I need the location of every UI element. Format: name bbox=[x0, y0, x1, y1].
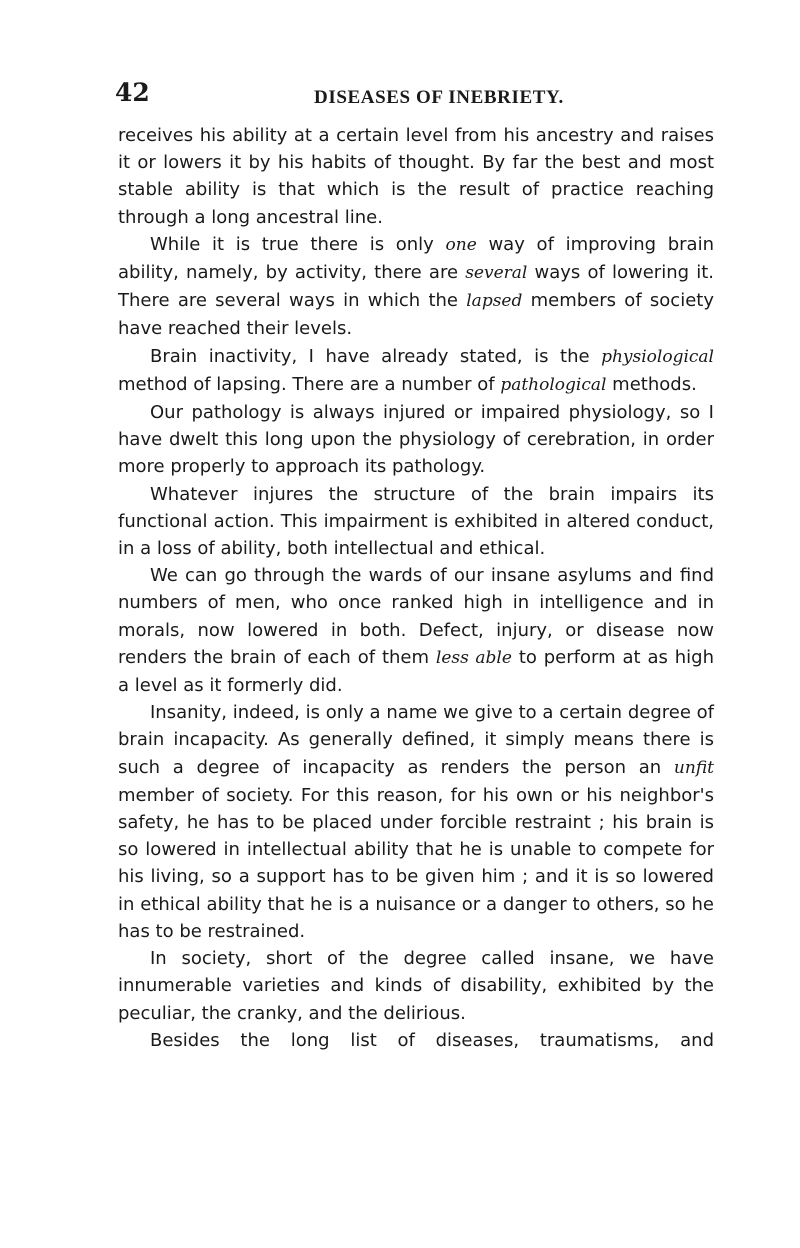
text-run: We can go through the wards of our insane asylums and find numbers of men, who once ranked high in intelligence and in morals, now lowered in both. Defect, injury, or disease now renders the brain of each of them bbox=[118, 565, 714, 668]
paragraph bbox=[118, 122, 714, 231]
page-header bbox=[115, 80, 715, 112]
text-run: While it is true there is only bbox=[150, 233, 446, 255]
paragraph bbox=[118, 481, 714, 563]
text-run: Brain inactivity, I have already stated, is the bbox=[150, 345, 602, 367]
paragraph bbox=[118, 562, 714, 699]
text-run: Our pathology is always injured or impaired physiology, so I have dwelt this long upon the physiology of cerebration, in order more properly to approach its pathology. bbox=[118, 402, 714, 478]
running-title: DISEASES OF INEBRIETY. bbox=[314, 87, 564, 108]
paragraph bbox=[118, 399, 714, 481]
italic-text: unfit bbox=[673, 757, 714, 778]
italic-text: pathological bbox=[500, 374, 607, 395]
text-run: Whatever injures the structure of the brain impairs its functional action. This impairment is exhibited in altered conduct, in a loss of ability, both intellectual and ethical. bbox=[118, 483, 714, 560]
paragraph bbox=[118, 699, 714, 945]
text-run: methods. bbox=[606, 373, 697, 395]
italic-text: lapsed bbox=[466, 291, 523, 312]
paragraph bbox=[118, 1027, 714, 1054]
paragraph bbox=[118, 945, 714, 1027]
italic-text: one bbox=[445, 234, 477, 255]
paragraph bbox=[118, 231, 714, 343]
text-run: way of improving brain ability, namely, by activity, there are bbox=[118, 233, 714, 284]
text-run: In society, short of the degree called insane, we have innumerable varieties and kinds of disability, exhibited by the peculiar, the cranky, and the delirious. bbox=[118, 948, 714, 1024]
text-run: member of society. For this reason, for his own or his neighbor's safety, he has to be placed under forcible restraint ; his brain is so lowered in intellectual ability that he is unable to compete for his living, so a support has to be given him ; and it is so lowered in ethical ability that he is a nuisance or a danger to others, so he has to be restrained. bbox=[118, 784, 714, 942]
text-run: ways of lowering it. There are several ways in which the bbox=[118, 262, 714, 312]
body-text bbox=[118, 122, 714, 1054]
text-run: receives his ability at a certain level from his ancestry and raises it or lowers it by his habits of thought. By far the best and most stable ability is that which is the result of practice reaching through a long ancestral line. bbox=[118, 125, 714, 228]
text-run: method of lapsing. There are a number of bbox=[118, 373, 501, 395]
italic-text: several bbox=[465, 263, 528, 284]
italic-text: less able bbox=[435, 647, 512, 668]
text-run: to perform at as high a level as it formerly did. bbox=[118, 646, 714, 697]
text-run: Besides the long list of diseases, traumatisms, and bbox=[150, 1029, 714, 1051]
text-run: Insanity, indeed, is only a name we give to a certain degree of brain incapacity. As generally defined, it simply means there is such a degree of incapacity as renders the person an bbox=[118, 702, 714, 778]
page-number: 42 bbox=[115, 78, 150, 107]
italic-text: physiological bbox=[601, 346, 714, 367]
text-run: members of society have reached their levels. bbox=[118, 290, 714, 340]
paragraph bbox=[118, 343, 714, 399]
